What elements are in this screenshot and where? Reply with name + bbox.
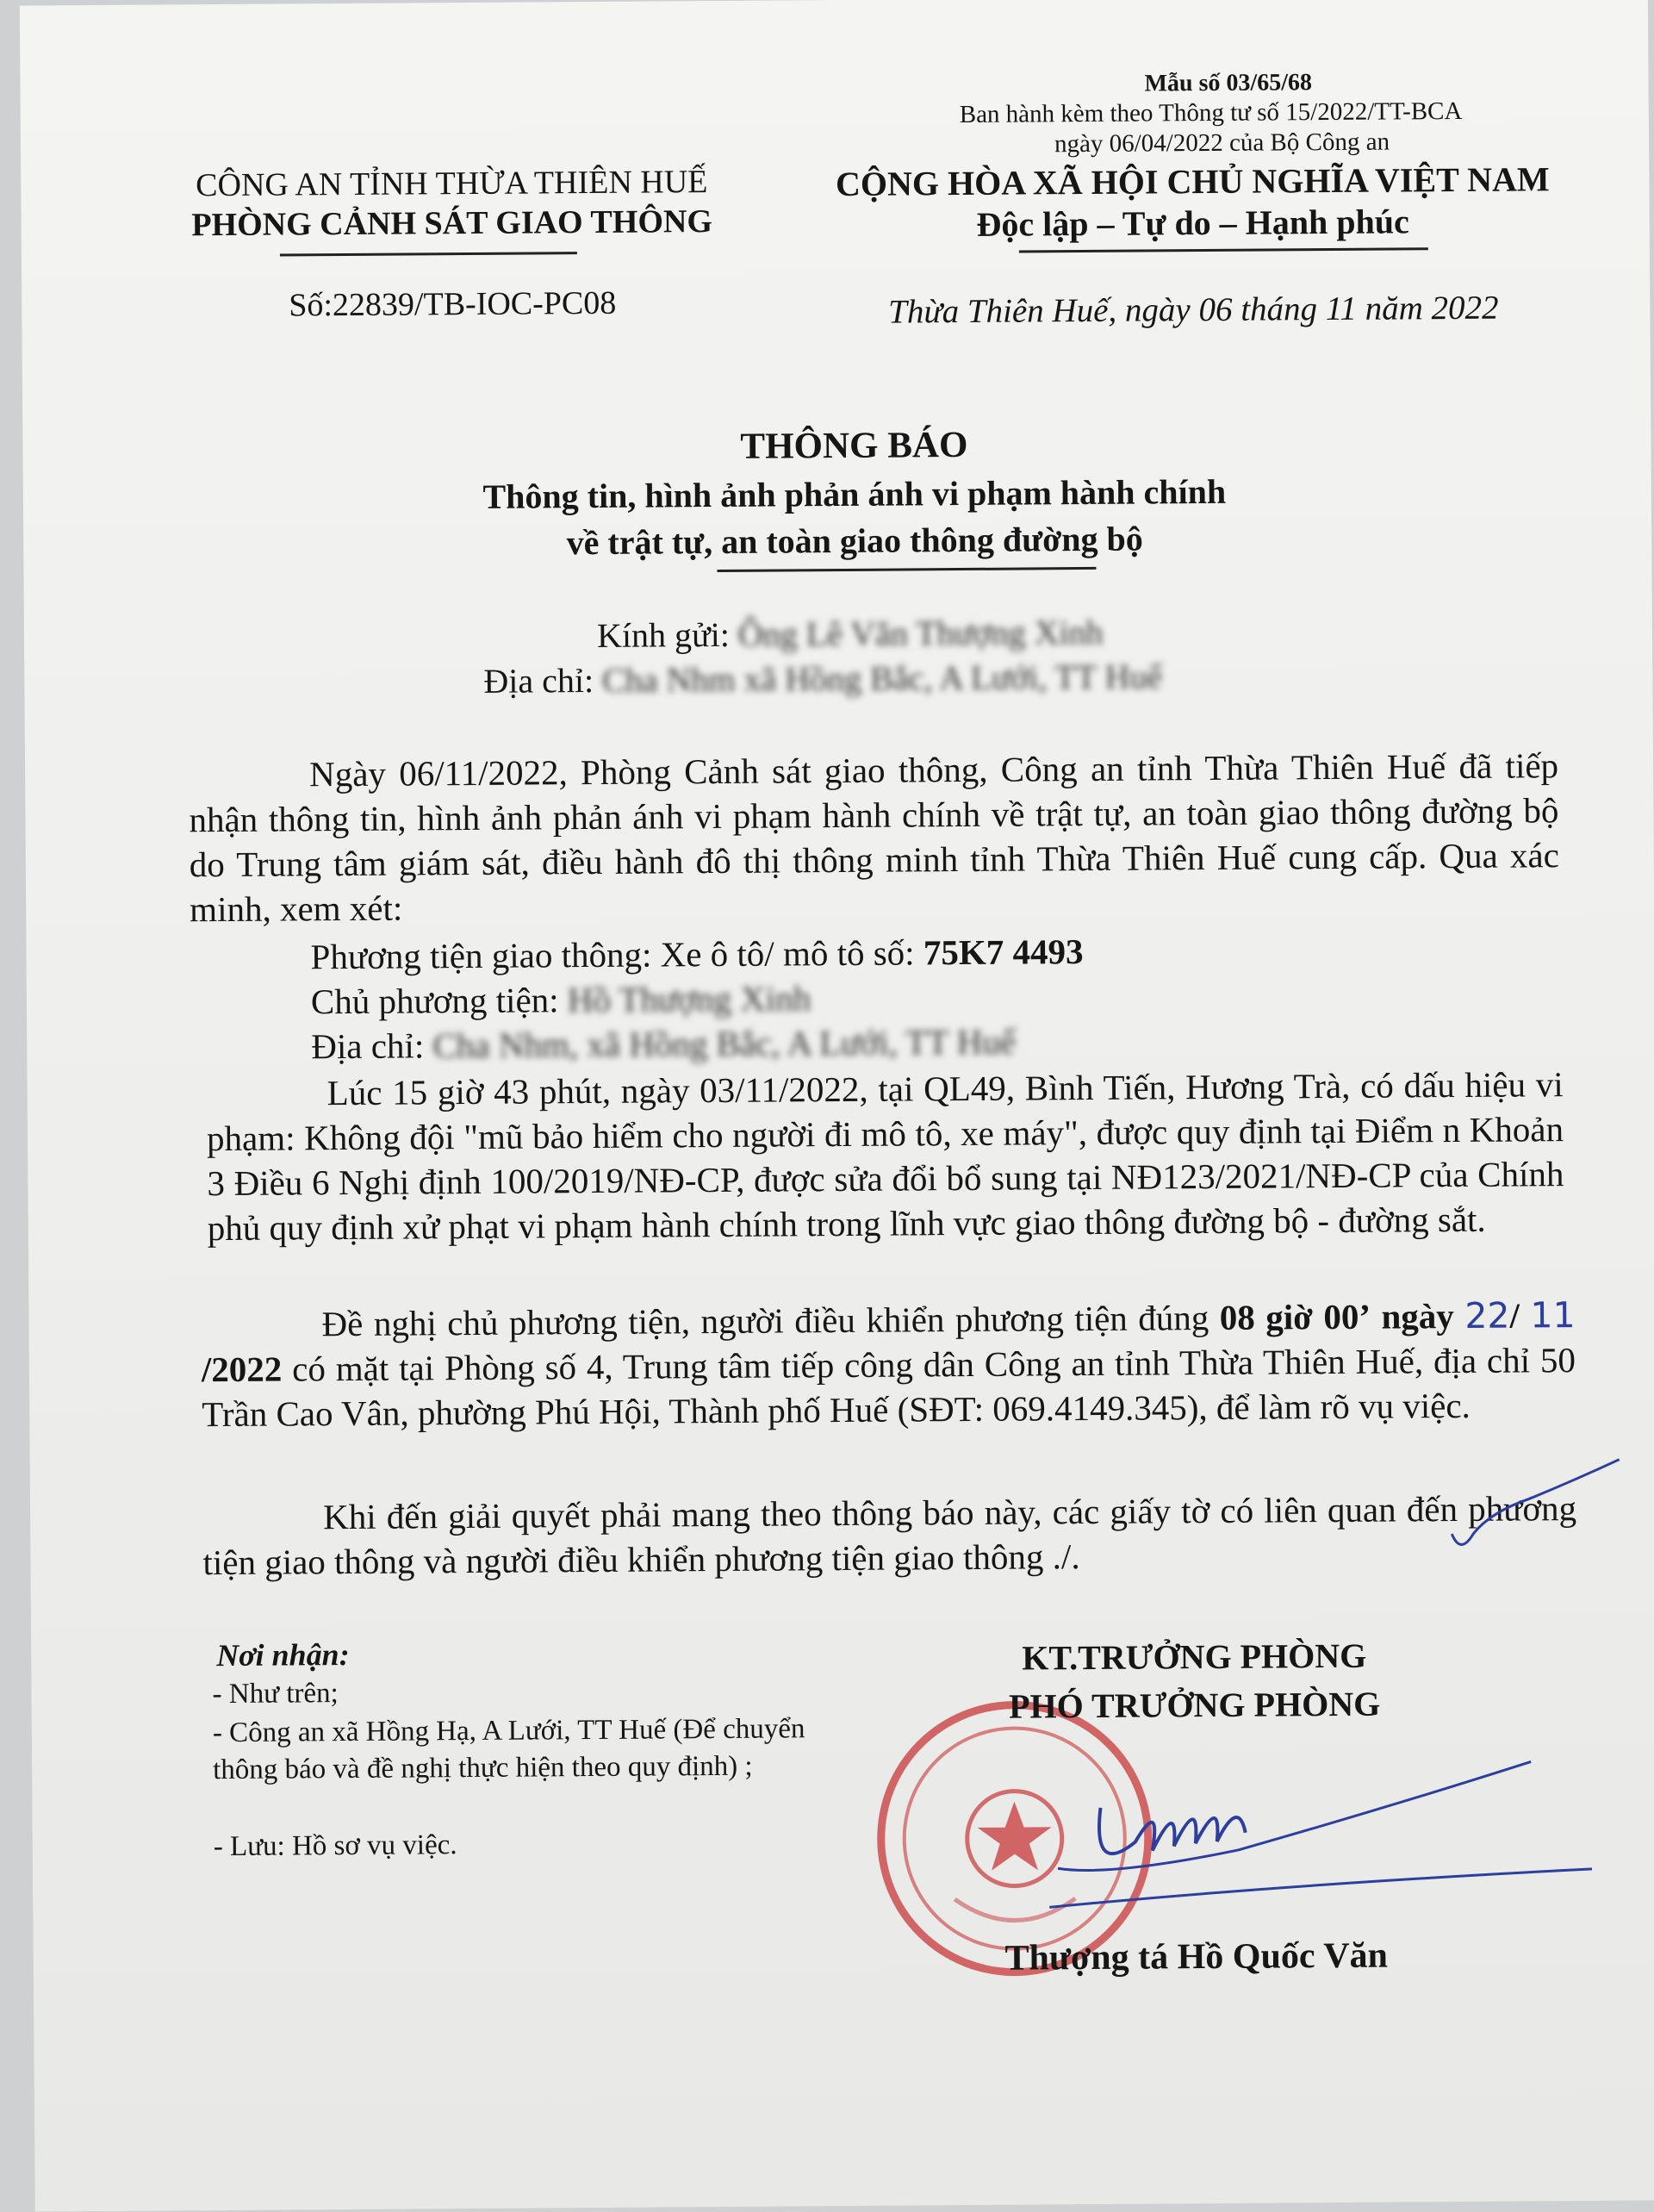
recipient-to xyxy=(597,612,1104,656)
recipient-address-value: Cha Nhm xã Hồng Bắc, A Lưới, TT Huế xyxy=(601,657,1163,700)
owner-address-line xyxy=(311,1021,1016,1068)
date-slash: / xyxy=(1509,1295,1520,1336)
recipient-address-label: Địa chỉ: xyxy=(483,660,594,701)
doc-number: Số:22839/TB-IOC-PC08 xyxy=(289,284,617,324)
agency-parent: CÔNG AN TỈNH THỪA THIÊN HUẾ xyxy=(196,164,708,204)
doc-title: THÔNG BÁO xyxy=(740,424,968,467)
form-issued-with: Ban hành kèm theo Thông tư số 15/2022/TT-BCA xyxy=(959,97,1463,129)
body-paragraph-1: Ngày 06/11/2022, Phòng Cảnh sát giao thông, Công an tỉnh Thừa Thiên Huế đã tiếp nhận thông tin, hình ảnh phản ánh vi phạm hành chính về trật tự, an toàn giao thông đường bộ do Trung tâm giám sát, điều hành đô thị thông minh tỉnh Thừa Thiên Huế cung cấp. Qua xác minh, xem xét: xyxy=(189,745,1559,930)
nation-motto: Độc lập – Tự do – Hạnh phúc xyxy=(976,202,1409,244)
place-date: Thừa Thiên Huế, ngày 06 tháng 11 năm 2022 xyxy=(888,289,1499,331)
receiver-item: - Như trên; xyxy=(212,1678,339,1710)
appointment-month-handwritten: 11 xyxy=(1530,1294,1576,1337)
recipient-to-value: Ông Lê Văn Thượng Xinh xyxy=(737,612,1104,654)
appointment-time: 08 giờ 00’ xyxy=(1219,1296,1371,1337)
motto-underline xyxy=(1019,247,1428,252)
owner-address-value: Cha Nhm, xã Hồng Bắc, A Lưới, TT Huế xyxy=(432,1021,1017,1066)
document-page xyxy=(20,0,1654,2212)
doc-subtitle-1: Thông tin, hình ảnh phản ánh vi phạm hành chính xyxy=(482,471,1227,516)
agency-underline xyxy=(280,252,577,256)
signer-name: Thượng tá Hồ Quốc Văn xyxy=(1004,1935,1389,1978)
vehicle-label: Phương tiện giao thông: Xe ô tô/ mô tô số: xyxy=(310,932,915,977)
p3-details: có mặt tại Phòng số 4, Trung tâm tiếp công dân Công an tỉnh Thừa Thiên Huế, địa chỉ 50 Trần Cao Vân, phường Phú Hội, Thành phố Huế (SĐT: 069.4149.345), để làm rõ vụ việc. xyxy=(202,1340,1576,1435)
owner-value: Hồ Thượng Xinh xyxy=(567,978,811,1020)
check-mark-icon xyxy=(1426,1451,1633,1565)
receiver-item: - Công an xã Hồng Hạ, A Lưới, TT Huế (Để chuyển thông báo và đề nghị thực hiện theo quy định) ; xyxy=(212,1713,805,1786)
appointment-day-handwritten: 22 xyxy=(1464,1294,1510,1337)
title-underline xyxy=(717,567,1096,572)
owner-address-label: Địa chỉ: xyxy=(311,1025,425,1067)
form-issued-date: ngày 06/04/2022 của Bộ Công an xyxy=(1054,128,1390,159)
vehicle-plate: 75K7 4493 xyxy=(923,932,1084,973)
receivers-title: Nơi nhận: xyxy=(216,1636,350,1673)
owner-line xyxy=(311,977,811,1022)
nation-title: CỘNG HÒA XÃ HỘI CHỦ NGHĨA VIỆT NAM xyxy=(835,159,1550,204)
owner-label: Chủ phương tiện: xyxy=(310,980,559,1022)
agency-name: PHÒNG CẢNH SÁT GIAO THÔNG xyxy=(191,203,713,244)
recipient-address xyxy=(483,656,1162,701)
body-paragraph-2: Lúc 15 giờ 43 phút, ngày 03/11/2022, tại QL49, Bình Tiến, Hương Trà, có dấu hiệu vi phạm: Không đội "mũ bảo hiểm cho người đi mô tô, xe máy", được quy định tại Điểm n Khoản 3 Điều 6 Nghị định 100/2019/NĐ-CP, được sửa đổi bổ sung tại NĐ123/2021/NĐ-CP của Chính phủ quy định xử phạt vi phạm hành chính trong lĩnh vực giao thông đường bộ - đường sắt. xyxy=(206,1064,1564,1249)
appointment-year: /2022 xyxy=(201,1349,283,1390)
signature-title-1: KT.TRƯỞNG PHÒNG xyxy=(1022,1636,1367,1678)
p3-intro: Đề nghị chủ phương tiện, người điều khiển phương tiện đúng xyxy=(321,1298,1209,1344)
recipient-to-label: Kính gửi: xyxy=(596,614,731,655)
signature-title-2: PHÓ TRƯỞNG PHÒNG xyxy=(1008,1684,1381,1726)
doc-subtitle-2: về trật tự, an toàn giao thông đường bộ xyxy=(566,519,1143,563)
vehicle-line xyxy=(310,931,1083,977)
receiver-item: - Lưu: Hồ sơ vụ việc. xyxy=(213,1829,457,1863)
body-paragraph-4: Khi đến giải quyết phải mang theo thông báo này, các giấy tờ có liên quan đến phương tiện giao thông và người điều khiển phương tiện giao thông ./. xyxy=(202,1488,1577,1583)
appointment-day-label: ngày xyxy=(1381,1296,1455,1337)
body-paragraph-3 xyxy=(201,1293,1576,1436)
form-number: Mẫu số 03/65/68 xyxy=(1144,69,1313,97)
handwritten-signature-icon xyxy=(1031,1744,1618,1921)
